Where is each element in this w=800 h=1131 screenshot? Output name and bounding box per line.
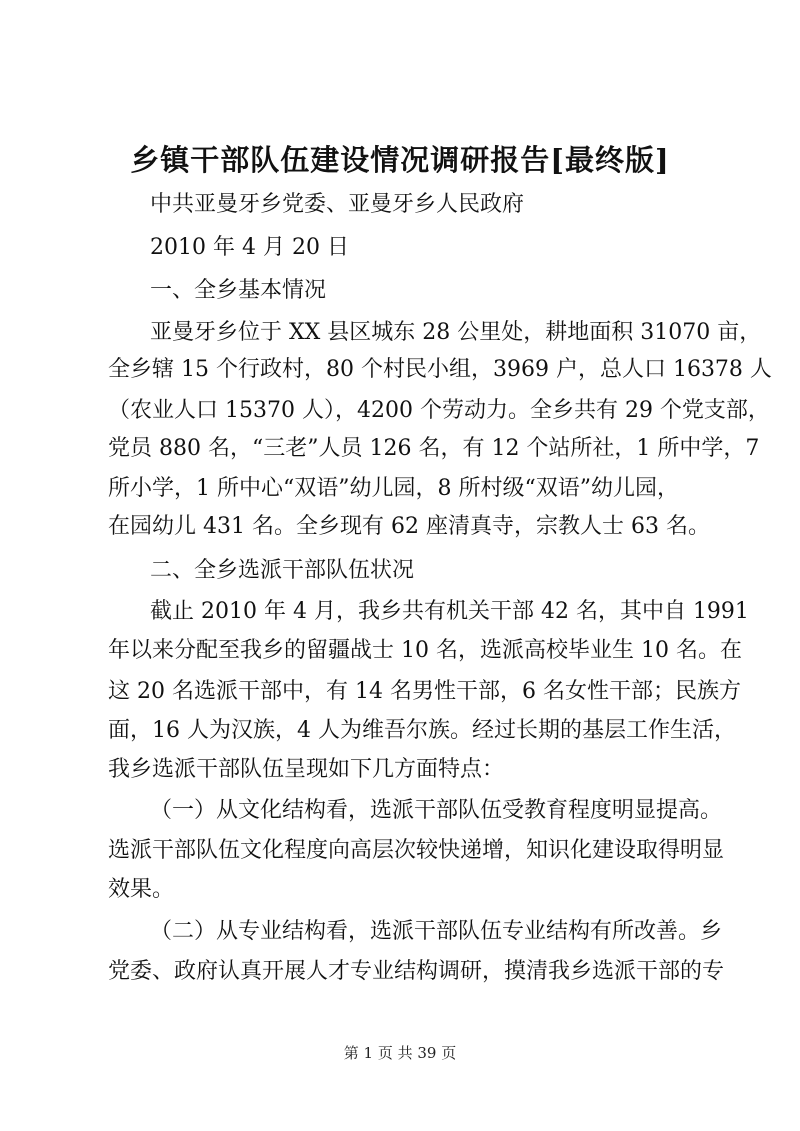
subsection-heading-1: （一）从文化结构看，选派干部队伍受教育程度明显提高。 [150, 798, 723, 823]
paragraph-line: 我乡选派干部队伍呈现如下几方面特点： [108, 757, 505, 782]
author-line: 中共亚曼牙乡党委、亚曼牙乡人民政府 [150, 192, 525, 217]
paragraph-line: 年以来分配至我乡的留疆战士 10 名，选派高校毕业生 10 名。在 [108, 638, 742, 663]
section-heading-1: 一、全乡基本情况 [150, 278, 327, 303]
paragraph-line: 党委、政府认真开展人才专业结构调研，摸清我乡选派干部的专 [108, 959, 725, 984]
subsection-heading-2: （二）从专业结构看，选派干部队伍专业结构有所改善。乡 [150, 919, 723, 944]
paragraph-line: 效果。 [108, 877, 175, 902]
section-heading-2: 二、全乡选派干部队伍状况 [150, 558, 415, 583]
paragraph-line: 面，16 人为汉族，4 人为维吾尔族。经过长期的基层工作生活， [108, 718, 736, 743]
paragraph-line: 这 20 名选派干部中，有 14 名男性干部，6 名女性干部；民族方 [108, 679, 741, 704]
document-title: 乡镇干部队伍建设情况调研报告[最终版] [130, 143, 670, 177]
paragraph-line: 党员 880 名，“三老”人员 126 名，有 12 个站所社，1 所中学，7 [108, 436, 760, 461]
page-number-footer: 第 1 页 共 39 页 [343, 1044, 457, 1062]
paragraph-line: 亚曼牙乡位于 XX 县区城东 28 公里处，耕地面积 31070 亩， [150, 320, 762, 345]
paragraph-line: 全乡辖 15 个行政村，80 个村民小组，3969 户，总人口 16378 人 [108, 357, 772, 382]
paragraph-line: （农业人口 15370 人），4200 个劳动力。全乡共有 29 个党支部， [108, 398, 770, 423]
date-line: 2010 年 4 月 20 日 [150, 235, 349, 260]
paragraph-line: 所小学，1 所中心“双语”幼儿园，8 所村级“双语”幼儿园， [108, 476, 679, 501]
paragraph-line: 选派干部队伍文化程度向高层次较快递增，知识化建设取得明显 [108, 838, 725, 863]
paragraph-line: 在园幼儿 431 名。全乡现有 62 座清真寺，宗教人士 63 名。 [108, 514, 710, 539]
paragraph-line: 截止 2010 年 4 月，我乡共有机关干部 42 名，其中自 1991 [150, 599, 749, 624]
